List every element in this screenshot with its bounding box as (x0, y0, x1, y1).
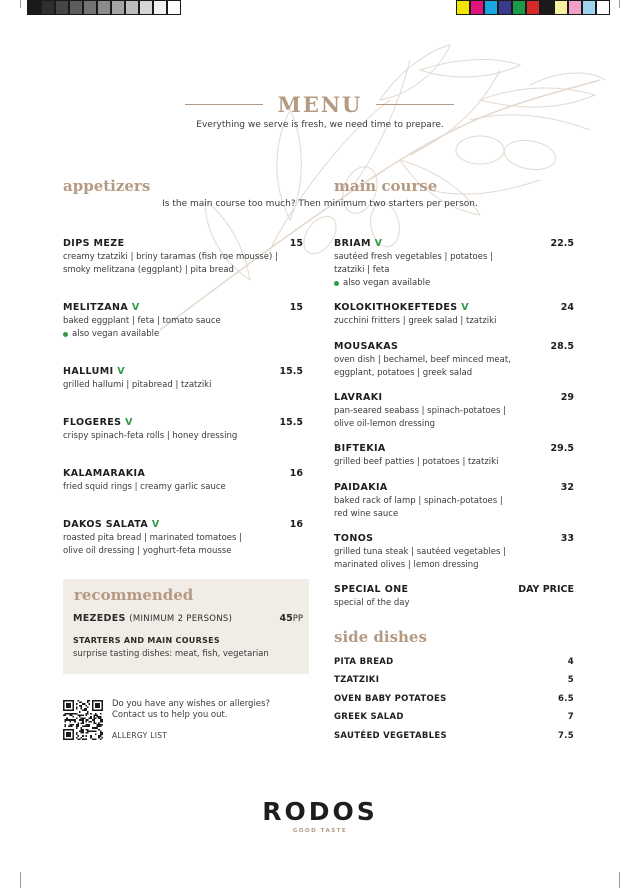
side-dish-price: 6.5 (558, 694, 574, 704)
dish-description: marinated olives | lemon dressing (334, 560, 479, 570)
dish-description: baked rack of lamp | spinach-potatoes | (334, 496, 503, 506)
vegetarian-badge: V (131, 302, 140, 313)
price-unit: PP (292, 614, 303, 624)
dish-price: 29 (560, 392, 574, 403)
dish-price: 15 (289, 238, 303, 249)
dish-name: DAKOS SALATA (63, 519, 149, 530)
side-dish-price: 7.5 (558, 731, 574, 741)
dish-name: MOUSAKAS (334, 341, 399, 352)
color-swatch (596, 0, 610, 15)
main-course-title: main course (334, 177, 438, 195)
dish-name: KALAMARAKIA (63, 468, 146, 479)
grey-swatch (167, 0, 181, 15)
recommended-item (73, 613, 303, 624)
menu-header (0, 92, 640, 116)
dish-description: special of the day (334, 598, 410, 608)
dish-name: FLOGERES (63, 417, 122, 428)
vegan-dot-icon (334, 281, 339, 286)
side-dishes-title: side dishes (334, 628, 427, 646)
dish-name: BIFTEKIA (334, 443, 386, 454)
qr-code-icon[interactable] (63, 700, 103, 740)
dish-kolokithokeftedes (334, 302, 574, 328)
dish-price: 24 (560, 302, 574, 313)
grey-swatch (97, 0, 111, 15)
allergy-line: Do you have any wishes or allergies? (112, 699, 270, 709)
dish-description: crispy spinach-feta rolls | honey dressing (63, 431, 238, 441)
recommended-subtitle: STARTERS AND MAIN COURSES (73, 636, 220, 645)
recommended-price: 45 (279, 613, 293, 624)
grey-swatch (83, 0, 97, 15)
dish-paidakia (334, 482, 574, 521)
grey-swatch (69, 0, 83, 15)
crop-mark (619, 872, 620, 888)
color-swatch (484, 0, 498, 15)
recommended-description: surprise tasting dishes: meat, fish, vegetarian (73, 649, 269, 659)
dish-description: oven dish | bechamel, beef minced meat, (334, 355, 511, 365)
dish-name: SPECIAL ONE (334, 584, 409, 595)
dish-kalamarakia (63, 468, 303, 494)
dish-price: 15 (289, 302, 303, 313)
dish-special-one (334, 584, 574, 610)
page-title: MENU (277, 92, 363, 117)
dish-description: zucchini fritters | greek salad | tzatziki (334, 316, 497, 326)
color-swatch (456, 0, 470, 15)
dish-name: TONOS (334, 533, 374, 544)
vegan-dot-icon (63, 332, 68, 337)
side-dish-price: 4 (567, 657, 574, 667)
dish-description: fried squid rings | creamy garlic sauce (63, 482, 226, 492)
grey-calibration-bar (27, 0, 181, 15)
dish-description: smoky melitzana (eggplant) | pita bread (63, 265, 234, 275)
dish-price: 33 (560, 533, 574, 544)
dish-dakos-salata (63, 519, 303, 558)
grey-swatch (41, 0, 55, 15)
vegetarian-badge: V (151, 519, 160, 530)
grey-swatch (153, 0, 167, 15)
side-dish-name: TZATZIKI (334, 675, 380, 685)
dish-flogeres (63, 417, 303, 443)
vegetarian-badge: V (117, 366, 126, 377)
dish-name: MELITZANA (63, 302, 129, 313)
dish-price: 22.5 (550, 238, 574, 249)
dish-price: 16 (289, 519, 303, 530)
dish-mousakas (334, 341, 574, 380)
brand-tagline: GOOD TASTE (292, 828, 348, 834)
dish-description: sautéed fresh vegetables | potatoes | (334, 252, 493, 262)
crop-mark (20, 872, 21, 888)
color-swatch (540, 0, 554, 15)
color-swatch (554, 0, 568, 15)
color-swatch (470, 0, 484, 15)
recommended-title: recommended (74, 586, 194, 604)
dish-biftekia (334, 443, 574, 469)
grey-swatch (55, 0, 69, 15)
grey-swatch (125, 0, 139, 15)
color-swatch (526, 0, 540, 15)
dish-dips-meze (63, 238, 303, 277)
dish-name: BRIAM (334, 238, 371, 249)
dish-name: PAIDAKIA (334, 482, 388, 493)
crop-mark (619, 0, 620, 8)
vegetarian-badge: V (461, 302, 470, 313)
allergy-line: Contact us to help you out. (112, 710, 228, 720)
dish-name: LAVRAKI (334, 392, 383, 403)
dish-description: olive oil-lemon dressing (334, 419, 435, 429)
brand-logo: RODOS (262, 797, 378, 826)
side-dish-name: SAUTÉED VEGETABLES (334, 731, 447, 741)
dish-name: HALLUMI (63, 366, 114, 377)
dish-briam (334, 238, 574, 290)
dish-description: grilled beef patties | potatoes | tzatziki (334, 457, 499, 467)
dish-description: creamy tzatziki | briny taramas (fish roe mousse) | (63, 252, 278, 262)
dish-description: pan-seared seabass | spinach-potatoes | (334, 406, 506, 416)
crop-mark (20, 0, 21, 8)
side-dish-row (334, 675, 574, 685)
side-dish-row (334, 657, 574, 667)
dish-price: 15.5 (279, 366, 303, 377)
dish-description: tzatziki | feta (334, 265, 390, 275)
dish-description: roasted pita bread | marinated tomatoes | (63, 533, 242, 543)
dish-price: 28.5 (550, 341, 574, 352)
dish-price: 29.5 (550, 443, 574, 454)
recommended-name: MEZEDES (73, 613, 126, 624)
allergy-list-link[interactable]: ALLERGY LIST (112, 731, 168, 740)
dish-tonos (334, 533, 574, 572)
color-swatch (498, 0, 512, 15)
dish-price: DAY PRICE (518, 584, 574, 595)
dish-description: grilled hallumi | pitabread | tzatziki (63, 380, 212, 390)
vegan-note: also vegan available (72, 329, 160, 339)
color-swatch (582, 0, 596, 15)
dish-price: 32 (560, 482, 574, 493)
dish-description: olive oil dressing | yoghurt-feta mousse (63, 546, 232, 556)
dish-name: KOLOKITHOKEFTEDES (334, 302, 458, 313)
side-dish-price: 5 (567, 675, 574, 685)
dish-description: grilled tuna steak | sautéed vegetables | (334, 547, 507, 557)
main-course-note: Is the main course too much? Then minimum two starters per person. (162, 199, 478, 209)
side-dish-row (334, 712, 574, 722)
menu-tagline: Everything we serve is fresh, we need time to prepare. (196, 120, 444, 130)
recommended-panel (63, 579, 309, 674)
side-dish-name: PITA BREAD (334, 657, 394, 667)
appetizers-title: appetizers (63, 177, 151, 195)
dish-description: baked eggplant | feta | tomato sauce (63, 316, 221, 326)
dish-lavraki (334, 392, 574, 431)
color-swatch (512, 0, 526, 15)
allergy-info (112, 699, 270, 721)
title-rule-right (376, 104, 454, 105)
side-dish-name: OVEN BABY POTATOES (334, 694, 447, 704)
dish-price: 16 (289, 468, 303, 479)
dish-description: eggplant, potatoes | greek salad (334, 368, 473, 378)
dish-hallumi (63, 366, 303, 392)
vegetarian-badge: V (374, 238, 383, 249)
color-calibration-bar (456, 0, 610, 15)
grey-swatch (27, 0, 41, 15)
side-dish-price: 7 (567, 712, 574, 722)
grey-swatch (111, 0, 125, 15)
side-dish-row (334, 731, 574, 741)
dish-melitzana (63, 302, 303, 341)
recommended-qualifier: (MINIMUM 2 PERSONS) (129, 614, 233, 624)
grey-swatch (139, 0, 153, 15)
side-dish-row (334, 694, 574, 704)
color-swatch (568, 0, 582, 15)
vegan-note: also vegan available (343, 278, 431, 288)
dish-description: red wine sauce (334, 509, 399, 519)
dish-name: DIPS MEZE (63, 238, 125, 249)
dish-price: 15.5 (279, 417, 303, 428)
vegetarian-badge: V (125, 417, 133, 428)
side-dish-name: GREEK SALAD (334, 712, 404, 722)
